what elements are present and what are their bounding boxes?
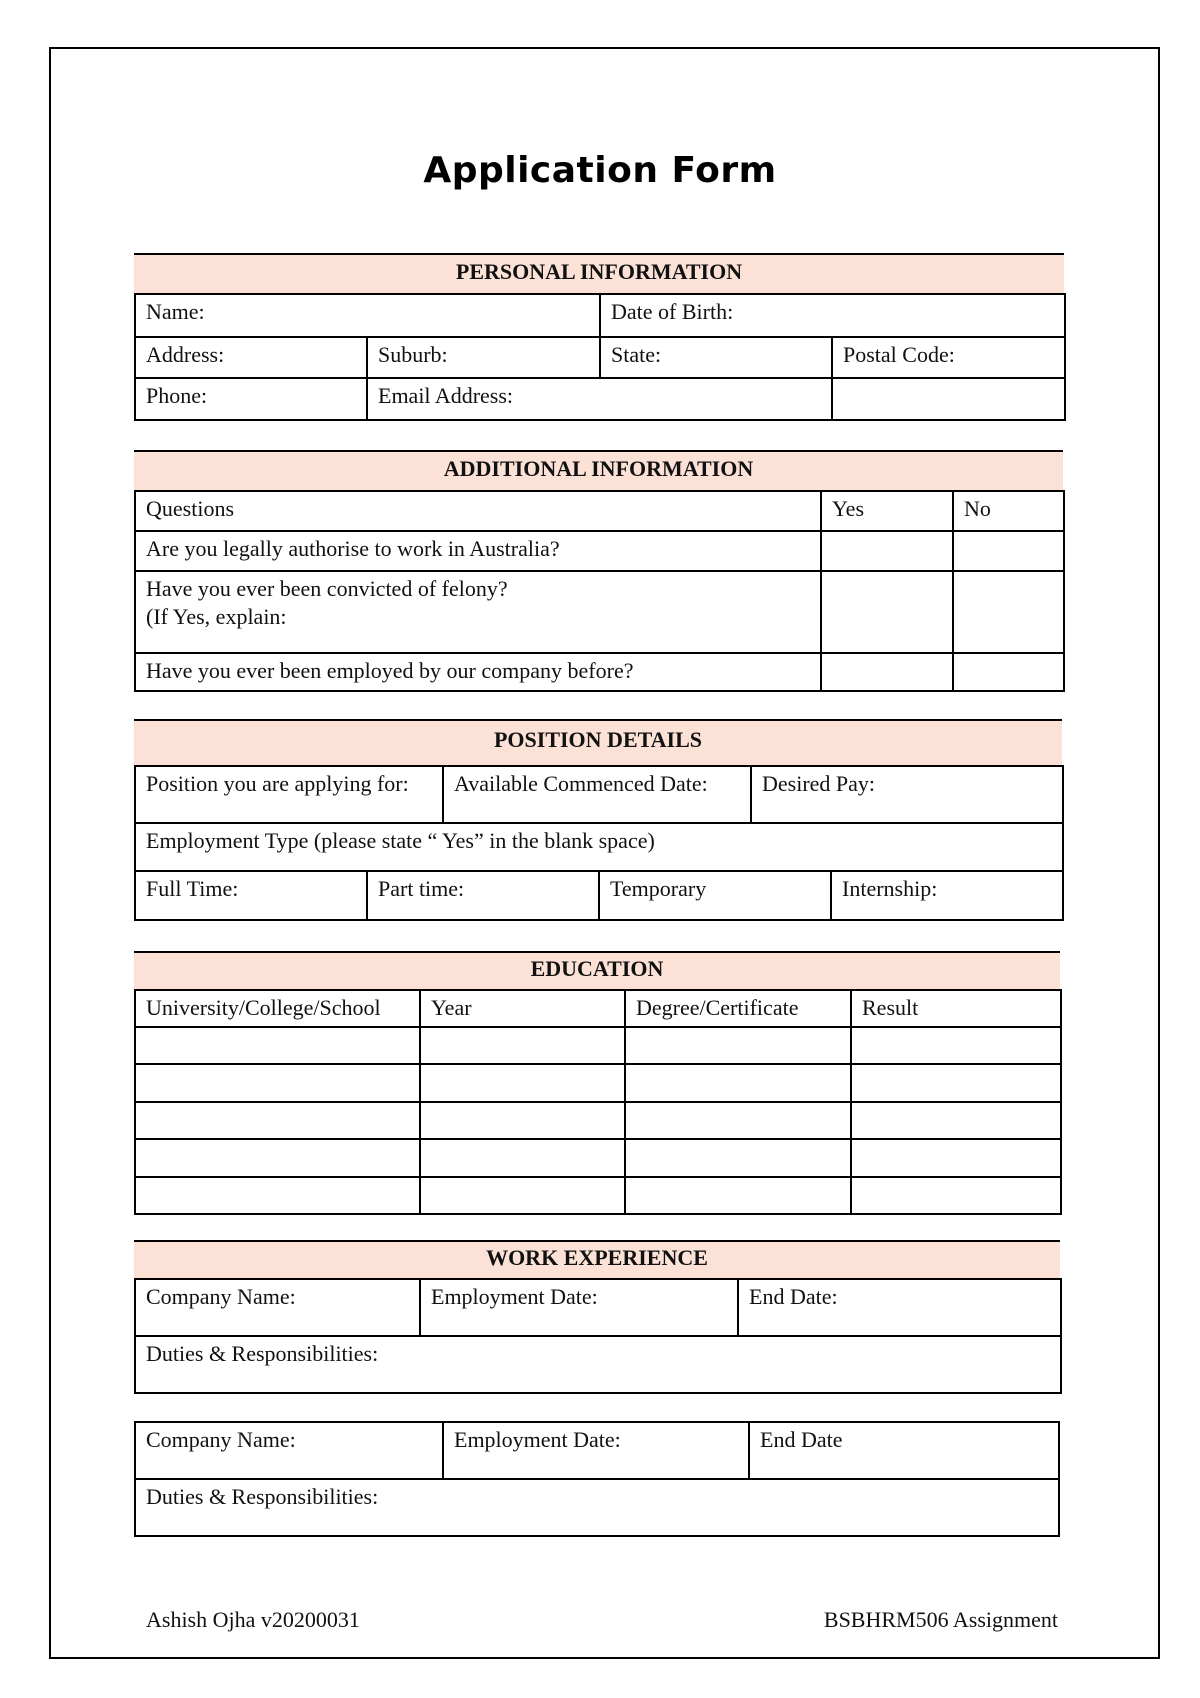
- table-cell[interactable]: [625, 1102, 851, 1139]
- table-cell[interactable]: [851, 1139, 1061, 1177]
- table-cell[interactable]: [851, 1102, 1061, 1139]
- employment-type-instruction: Employment Type (please state “ Yes” in the blank space): [135, 823, 1063, 871]
- available-commenced-date-field[interactable]: Available Commenced Date:: [443, 766, 751, 823]
- phone-field[interactable]: Phone:: [135, 378, 367, 420]
- suburb-field[interactable]: Suburb:: [367, 337, 600, 378]
- work-experience-table-1: [134, 1278, 1062, 1394]
- table-cell[interactable]: [420, 1177, 625, 1214]
- internship-field[interactable]: Internship:: [831, 871, 1063, 920]
- additional-information-table: [134, 490, 1065, 692]
- state-field[interactable]: State:: [600, 337, 832, 378]
- table-cell[interactable]: [625, 1064, 851, 1102]
- school-column-header: University/College/School: [135, 990, 420, 1027]
- desired-pay-field[interactable]: Desired Pay:: [751, 766, 1063, 823]
- personal-information-header: PERSONAL INFORMATION: [134, 253, 1064, 293]
- table-cell[interactable]: [135, 1139, 420, 1177]
- table-cell[interactable]: [420, 1027, 625, 1064]
- duties-responsibilities-field[interactable]: Duties & Responsibilities:: [135, 1336, 1061, 1393]
- yes-column-header: Yes: [821, 491, 953, 531]
- table-cell[interactable]: [135, 1027, 420, 1064]
- question-work-rights: Are you legally authorise to work in Australia?: [135, 531, 821, 571]
- end-date-field[interactable]: End Date:: [738, 1279, 1061, 1336]
- year-column-header: Year: [420, 990, 625, 1027]
- position-details-table: [134, 765, 1064, 921]
- table-cell[interactable]: [625, 1139, 851, 1177]
- personal-information-table: [134, 293, 1066, 421]
- table-cell[interactable]: [851, 1027, 1061, 1064]
- table-cell[interactable]: [625, 1177, 851, 1214]
- end-date-field[interactable]: End Date: [749, 1422, 1059, 1479]
- address-field[interactable]: Address:: [135, 337, 367, 378]
- question-felony-line2: (If Yes, explain:: [146, 604, 287, 629]
- question-previous-employment: Have you ever been employed by our company before?: [135, 653, 821, 691]
- education-table: [134, 989, 1062, 1215]
- degree-column-header: Degree/Certificate: [625, 990, 851, 1027]
- company-name-field[interactable]: Company Name:: [135, 1279, 420, 1336]
- additional-information-section: [134, 450, 1063, 692]
- position-applying-field[interactable]: Position you are applying for:: [135, 766, 443, 823]
- work-experience-section: [134, 1240, 1060, 1394]
- email-address-field[interactable]: Email Address:: [367, 378, 832, 420]
- answer-yes-cell[interactable]: [821, 653, 953, 691]
- table-cell[interactable]: [625, 1027, 851, 1064]
- table-row: [135, 1177, 1061, 1214]
- education-section: [134, 951, 1060, 1215]
- education-header: EDUCATION: [134, 951, 1060, 989]
- answer-no-cell[interactable]: [953, 571, 1064, 653]
- page-title: Application Form: [423, 150, 777, 191]
- duties-responsibilities-field[interactable]: Duties & Responsibilities:: [135, 1479, 1059, 1536]
- work-experience-entry-2: [134, 1421, 1058, 1537]
- footer-author: Ashish Ojha v20200031: [146, 1607, 360, 1632]
- table-cell[interactable]: [135, 1102, 420, 1139]
- footer-assignment: BSBHRM506 Assignment: [823, 1607, 1058, 1632]
- table-cell[interactable]: [135, 1064, 420, 1102]
- work-experience-table-2: [134, 1421, 1060, 1537]
- name-field[interactable]: Name:: [135, 294, 600, 337]
- date-of-birth-field[interactable]: Date of Birth:: [600, 294, 1065, 337]
- work-experience-header: WORK EXPERIENCE: [134, 1240, 1060, 1278]
- table-row: [135, 1027, 1061, 1064]
- postal-code-field[interactable]: Postal Code:: [832, 337, 1065, 378]
- table-cell[interactable]: [851, 1064, 1061, 1102]
- table-cell[interactable]: [135, 1177, 420, 1214]
- question-felony-line1: Have you ever been convicted of felony?: [146, 576, 508, 601]
- table-row: [135, 1064, 1061, 1102]
- table-row: [135, 1139, 1061, 1177]
- answer-yes-cell[interactable]: [821, 531, 953, 571]
- table-cell[interactable]: [851, 1177, 1061, 1214]
- answer-no-cell[interactable]: [953, 531, 1064, 571]
- temporary-field[interactable]: Temporary: [599, 871, 831, 920]
- full-time-field[interactable]: Full Time:: [135, 871, 367, 920]
- blank-cell[interactable]: [832, 378, 1065, 420]
- questions-column-header: Questions: [135, 491, 821, 531]
- company-name-field[interactable]: Company Name:: [135, 1422, 443, 1479]
- answer-yes-cell[interactable]: [821, 571, 953, 653]
- position-details-section: [134, 719, 1062, 921]
- additional-information-header: ADDITIONAL INFORMATION: [134, 450, 1063, 490]
- employment-date-field[interactable]: Employment Date:: [420, 1279, 738, 1336]
- employment-date-field[interactable]: Employment Date:: [443, 1422, 749, 1479]
- result-column-header: Result: [851, 990, 1061, 1027]
- question-felony: [135, 571, 821, 653]
- position-details-header: POSITION DETAILS: [134, 719, 1062, 765]
- table-row: [135, 1102, 1061, 1139]
- part-time-field[interactable]: Part time:: [367, 871, 599, 920]
- table-cell[interactable]: [420, 1064, 625, 1102]
- answer-no-cell[interactable]: [953, 653, 1064, 691]
- no-column-header: No: [953, 491, 1064, 531]
- table-cell[interactable]: [420, 1139, 625, 1177]
- personal-information-section: [134, 253, 1064, 421]
- table-cell[interactable]: [420, 1102, 625, 1139]
